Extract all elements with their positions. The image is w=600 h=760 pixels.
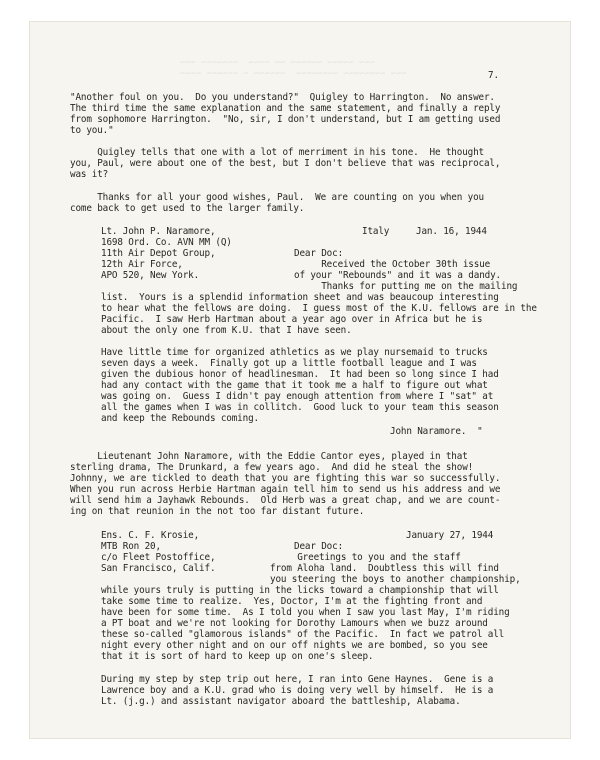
text-line: Johnny, we are tickled to death that you are fighting this war so successfully. (70, 473, 501, 484)
text-line: about the only one from K.U. that I have seen. (101, 325, 352, 336)
address-line: 12th Air Force, (101, 259, 183, 270)
text-line: have been for some time. As I told you when I saw you last May, I'm riding (101, 607, 510, 618)
text-line: sterling drama, The Drunkard, a few years ago. And did he steal the show! (70, 462, 474, 473)
text-line: you steering the boys to another championship, (270, 574, 521, 585)
address-line: 11th Air Depot Group, (101, 248, 216, 259)
text-line: from sophomore Harrington. "No, sir, I don't understand, but I am getting used (70, 114, 501, 125)
letter-date: January 27, 1944 (406, 530, 494, 541)
letter-date: Jan. 16, 1944 (416, 226, 487, 237)
text-line: Lawrence boy and a K.U. grad who is doing very well by himself. He is a (101, 685, 494, 696)
text-line: Received the October 30th issue (294, 259, 491, 270)
salutation: Dear Doc: (294, 248, 344, 259)
address-line: MTB Ron 20, (101, 541, 161, 552)
text-line: had any contact with the game that it took me a half to figure out what (101, 380, 488, 391)
text-line: seven days a week. Finally got up a little football league and I was (101, 358, 477, 369)
text-line: that it is sort of hard to keep up on one's sleep. (101, 651, 374, 662)
text-line: to hear what the fellows are doing. I guess most of the K.U. fellows are in the (101, 303, 537, 314)
text-line: given the dubious honor of headlinesman. It had been so long since I had (101, 369, 499, 380)
text-line: Greetings to you and the staff (270, 552, 461, 563)
text-line: you, Paul, were about one of the best, but I don't believe that was reciprocal, (70, 158, 501, 169)
text-line: a PT boat and we're not looking for Dorothy Lamours when we buzz around (101, 618, 488, 629)
text-line: night every other night and on our off nights we are bombed, so you see (101, 640, 488, 651)
text-line: The third time the same explanation and the same statement, and finally a reply (70, 103, 501, 114)
bleed-through-mark: ~~~ ~~~~~~~~ ~~~~~~~~ ~~~~~~ ~ ~~~~~~ ~~~~ (180, 69, 407, 79)
text-line: of your "Rebounds" and it was a dandy. (294, 270, 501, 281)
text-line: come back to get used to the larger family. (70, 203, 305, 214)
signature: John Naramore. " (390, 426, 483, 437)
letter-text (30, 22, 570, 738)
address-line: Lt. John P. Naramore, (101, 226, 216, 237)
text-line: from Aloha land. Doubtless this will find (270, 563, 499, 574)
text-line: take some time to realize. Yes, Doctor, I'm at the fighting front and (101, 596, 483, 607)
text-line: was going on. Guess I didn't pay enough attention from where I "sat" at (101, 391, 494, 402)
address-line: 1698 Ord. Co. AVN MM (Q) (101, 237, 232, 248)
text-line: Lt. (j.g.) and assistant navigator aboard the battleship, Alabama. (101, 696, 461, 707)
text-line: When you run across Herbie Hartman again tell him to send us his address and we (70, 484, 501, 495)
text-line: Thanks for all your good wishes, Paul. We are counting on you when you (70, 192, 484, 203)
text-line: During my step by step trip out here, I ran into Gene Haynes. Gene is a (101, 674, 494, 685)
text-line: and keep the Rebounds coming. (101, 413, 259, 424)
text-line: to you." (70, 125, 114, 136)
letter-location: Italy (362, 226, 390, 237)
text-line: Pacific. I saw Herb Hartman about a year ago over in Africa but he is (101, 314, 483, 325)
text-line: Quigley tells that one with a lot of merriment in his tone. He thought (70, 147, 484, 158)
address-line: APO 520, New York. (101, 270, 200, 281)
text-line: list. Yours is a splendid information sheet and was beaucoup interesting (101, 292, 499, 303)
address-line: c/o Fleet Postoffice, (101, 552, 216, 563)
document-page (30, 22, 570, 738)
address-line: San Francisco, Calif. (101, 563, 216, 574)
text-line: these so-called "glamorous islands" of the Pacific. In fact we patrol all (101, 629, 505, 640)
text-line: ing on that reunion in the not too far distant future. (70, 506, 365, 517)
page-number: 7. (488, 70, 499, 81)
salutation: Dear Doc: (294, 541, 344, 552)
text-line: Have little time for organized athletics as we play nursemaid to trucks (101, 347, 488, 358)
text-line: will send him a Jayhawk Rebounds. Old Herb was a great chap, and we are count- (70, 495, 501, 506)
text-line: "Another foul on you. Do you understand?" Quigley to Harrington. No answer. (70, 92, 495, 103)
text-line: all the games when I was in collitch. Good luck to your team this season (101, 402, 499, 413)
text-line: Lieutenant John Naramore, with the Eddie Cantor eyes, played in that (70, 451, 468, 462)
text-line: was it? (70, 169, 109, 180)
text-line: Thanks for putting me on the mailing (294, 281, 518, 292)
text-line: while yours truly is putting in the licks toward a championship that will (101, 585, 499, 596)
address-line: Ens. C. F. Krosie, (101, 530, 200, 541)
bleed-through-mark: ~~~ ~~~~~ ~~~~~~ ~~ ~~~~ ~~~~~~~ ~~~ (180, 58, 391, 68)
